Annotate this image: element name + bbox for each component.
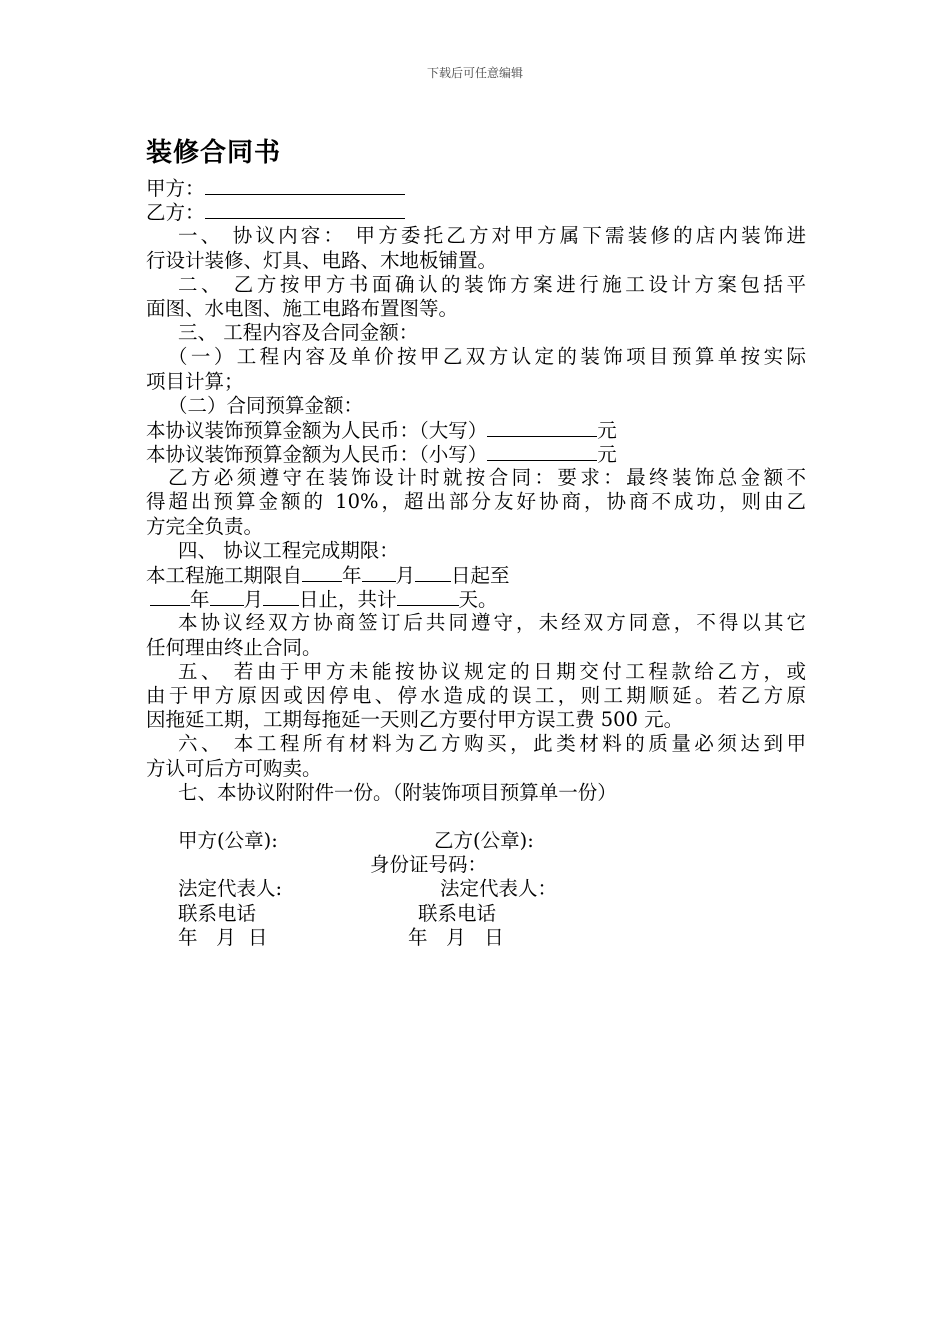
clause-3-sub1-line-2: 项目计算； xyxy=(146,369,244,393)
party-a-rep-label: 法定代表人: xyxy=(178,877,283,901)
amount-lower-label: 本协议装饰预算金额为人民币：（小写） xyxy=(146,443,488,467)
end-year-blank xyxy=(150,587,190,606)
clause-6-line-1: 六、 本工程所有材料为乙方购买，此类材料的质量必须达到甲 xyxy=(178,732,806,756)
start-year-blank xyxy=(302,563,342,582)
clause-3-title: 三、 工程内容及合同金额： xyxy=(178,321,419,345)
start-month-blank xyxy=(362,563,396,582)
representative-row xyxy=(146,877,806,901)
start-day-blank xyxy=(415,563,451,582)
period-start-line xyxy=(146,563,806,587)
period-start-prefix: 本工程施工期限自 xyxy=(146,564,303,587)
agreement-line-2: 任何理由终止合同。 xyxy=(146,635,322,659)
clause-3-sub1-line-1: （一）工程内容及单价按甲乙双方认定的装饰项目预算单按实际 xyxy=(168,345,806,369)
id-row xyxy=(146,853,806,877)
start-month-label: 月 xyxy=(395,564,416,587)
requirement-line-3: 方完全负责。 xyxy=(146,514,264,538)
party-b-seal-label: 乙方(公章): xyxy=(434,829,534,853)
requirement-line-1: 乙方必须遵守在装饰设计时就按合同：要求：最终装饰总金额不 xyxy=(168,466,806,490)
clause-5-line-2: 由于甲方原因或因停电、停水造成的误工，则工期顺延。若乙方原 xyxy=(146,683,806,707)
clause-2-line-1: 二、 乙方按甲方书面确认的装饰方案进行施工设计方案包括平 xyxy=(178,272,806,296)
amount-upper-blank xyxy=(487,418,597,437)
party-b-blank xyxy=(205,200,405,219)
clause-7: 七、本协议附附件一份。（附装饰项目预算单一份） xyxy=(178,780,617,804)
phone-row xyxy=(146,902,806,926)
period-end-line xyxy=(146,587,806,611)
amount-lower-blank xyxy=(487,442,597,461)
seal-row xyxy=(146,829,806,853)
amount-upper-line xyxy=(146,418,806,442)
clause-5-line-1: 五、 若由于甲方未能按协议规定的日期交付工程款给乙方，或 xyxy=(178,659,806,683)
amount-upper-unit: 元 xyxy=(597,418,617,442)
end-month-label: 月 xyxy=(243,588,264,612)
party-b-phone-label: 联系电话 xyxy=(418,901,497,925)
total-days-blank xyxy=(397,587,459,606)
end-day-label: 日止，共计 xyxy=(299,588,397,612)
clause-2-line-2: 面图、水电图、施工电路布置图等。 xyxy=(146,296,459,320)
clause-3-sub2: （二）合同预算金额： xyxy=(168,393,364,417)
clause-5-line-3: 因拖延工期，工期每拖延一天则乙方要付甲方误工费 500 元。 xyxy=(146,708,684,732)
requirement-line-2: 得超出预算金额的 10%，超出部分友好协商，协商不成功，则由乙 xyxy=(146,490,806,514)
days-unit: 天。 xyxy=(458,588,498,612)
end-month-blank xyxy=(210,587,244,606)
amount-upper-label: 本协议装饰预算金额为人民币：（大写） xyxy=(146,418,488,442)
end-day-blank xyxy=(263,587,299,606)
party-a-blank xyxy=(205,176,405,195)
party-a-seal-label: 甲方(公章): xyxy=(178,829,278,853)
clause-4-title: 四、 协议工程完成期限： xyxy=(178,538,399,562)
document-body xyxy=(146,176,806,950)
start-day-label: 日起至 xyxy=(451,564,510,587)
party-b-date-label: 年 月 日 xyxy=(408,925,504,949)
agreement-line-1: 本协议经双方协商签订后共同遵守，未经双方同意，不得以其它 xyxy=(178,611,806,635)
id-number-label: 身份证号码： xyxy=(370,853,488,877)
date-row xyxy=(146,926,806,950)
document-title: 装修合同书 xyxy=(146,138,282,168)
clause-1-line-2: 行设计装修、灯具、电路、木地板铺置。 xyxy=(146,248,498,272)
clause-1-line-1: 一、 协议内容： 甲方委托乙方对甲方属下需装修的店内装饰进 xyxy=(178,224,806,248)
party-b-rep-label: 法定代表人： xyxy=(440,877,558,901)
party-a-label: 甲方： xyxy=(146,177,205,200)
header-note: 下载后可任意编辑 xyxy=(426,66,523,80)
end-year-label: 年 xyxy=(190,588,210,612)
amount-lower-line xyxy=(146,442,806,466)
party-a-phone-label: 联系电话 xyxy=(178,901,257,925)
amount-lower-unit: 元 xyxy=(597,443,617,467)
start-year-label: 年 xyxy=(342,564,362,587)
party-a-date-label: 年 月 日 xyxy=(178,925,268,949)
party-b-line xyxy=(146,200,806,224)
party-a-line xyxy=(146,176,806,200)
party-b-label: 乙方： xyxy=(146,201,205,225)
clause-6-line-2: 方认可后方可购卖。 xyxy=(146,756,322,780)
